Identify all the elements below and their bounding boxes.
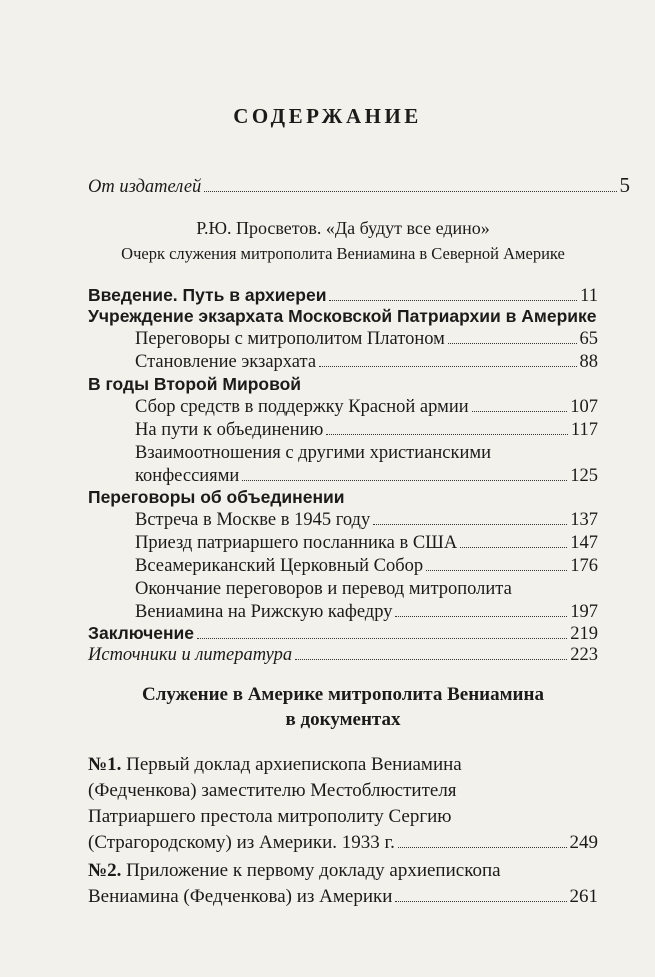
toc-entry-label: Введение. Путь в архиереи bbox=[88, 285, 327, 305]
toc-entry-label: Вениамина (Федченкова) из Америки bbox=[88, 886, 393, 907]
toc-entry-label: Переговоры об объединении bbox=[88, 487, 345, 507]
toc-page-number: 117 bbox=[570, 420, 598, 440]
dot-leader bbox=[295, 659, 567, 660]
toc-entry-label: Приезд патриаршего посланника в США bbox=[135, 533, 458, 553]
section-heading-line: Служение в Америке митрополита Вениамина bbox=[142, 684, 544, 705]
toc-entry-label: Источники и литература bbox=[88, 645, 293, 665]
dot-leader bbox=[472, 411, 568, 412]
dot-leader bbox=[395, 616, 567, 617]
toc-entry-ww2[interactable] bbox=[88, 374, 598, 395]
section-heading-line: в документах bbox=[285, 709, 401, 730]
dot-leader bbox=[242, 480, 567, 481]
dot-leader bbox=[448, 343, 577, 344]
toc-entry-platon[interactable] bbox=[135, 329, 598, 350]
toc-page-number: 88 bbox=[579, 352, 598, 372]
toc-page-number: 11 bbox=[580, 286, 598, 306]
toc-entry-label: конфессиями bbox=[135, 466, 240, 486]
toc-entry-label: От издателей bbox=[88, 177, 202, 197]
toc-entry-label: Становление экзархата bbox=[135, 352, 317, 372]
toc-page-number: 223 bbox=[570, 645, 598, 665]
toc-entry-label: Учреждение экзархата Московской Патриархии в Америке bbox=[88, 306, 597, 326]
doc-line bbox=[88, 752, 462, 778]
doc-text: Первый доклад архиепископа Вениамина bbox=[121, 754, 462, 775]
doc-line bbox=[88, 858, 501, 884]
toc-entry-unification-path[interactable] bbox=[135, 420, 598, 441]
toc-page-number: 219 bbox=[570, 624, 598, 644]
toc-page-number: 65 bbox=[579, 329, 598, 349]
toc-page-number: 107 bbox=[570, 397, 598, 417]
toc-entry-formation[interactable] bbox=[135, 352, 598, 373]
toc-entry-exarchate[interactable] bbox=[88, 306, 598, 327]
toc-entry-doc1[interactable] bbox=[88, 752, 598, 856]
toc-entry-label: На пути к объединению bbox=[135, 420, 324, 440]
section-heading-documents bbox=[88, 682, 598, 732]
dot-leader bbox=[426, 570, 567, 571]
toc-entry-label: Переговоры с митрополитом Платоном bbox=[135, 329, 445, 349]
toc-entry-from-publishers[interactable] bbox=[88, 173, 630, 198]
toc-page-number: 125 bbox=[570, 466, 598, 486]
dot-leader bbox=[197, 638, 567, 639]
toc-entry-sources[interactable] bbox=[88, 645, 598, 666]
doc-text: Приложение к первому докладу архиепископа bbox=[121, 860, 501, 881]
toc-entry-label: Сбор средств в поддержку Красной армии bbox=[135, 397, 469, 417]
section-heading: Р.Ю. Просветов. «Да будут все едино» bbox=[196, 218, 490, 238]
toc-entry-end-line1[interactable] bbox=[135, 579, 598, 600]
toc-entry-sobor[interactable] bbox=[135, 556, 598, 577]
toc-entry-intro[interactable] bbox=[88, 285, 598, 307]
doc-number: №1. bbox=[88, 754, 122, 775]
toc-page-number: 147 bbox=[570, 533, 598, 553]
dot-leader bbox=[204, 191, 616, 192]
doc-line: (Федченкова) заместителю Местоблюстителя bbox=[88, 780, 457, 801]
toc-entry-label: Встреча в Москве в 1945 году bbox=[135, 510, 371, 530]
toc-entry-doc2[interactable] bbox=[88, 858, 598, 910]
toc-entry-moscow-meeting[interactable] bbox=[135, 510, 598, 531]
toc-page-number: 261 bbox=[569, 886, 598, 907]
dot-leader bbox=[319, 366, 576, 367]
doc-line-last bbox=[88, 830, 598, 856]
toc-entry-label: Взаимоотношения с другими христианскими bbox=[135, 443, 491, 463]
toc-entry-negotiations[interactable] bbox=[88, 487, 598, 508]
dot-leader bbox=[395, 901, 566, 902]
toc-entry-label: (Страгородскому) из Америки. 1933 г. bbox=[88, 832, 395, 853]
doc-number: №2. bbox=[88, 860, 122, 881]
toc-entry-red-army[interactable] bbox=[135, 397, 598, 418]
toc-page-number: 249 bbox=[569, 832, 598, 853]
toc-page-number: 197 bbox=[570, 602, 598, 622]
doc-line-last bbox=[88, 884, 598, 910]
toc-entry-conclusion[interactable] bbox=[88, 623, 598, 645]
page-title: СОДЕРЖАНИЕ bbox=[233, 104, 422, 128]
doc-line: Патриаршего престола митрополиту Сергию bbox=[88, 806, 452, 827]
section-subheading: Очерк служения митрополита Вениамина в Северной Америке bbox=[121, 244, 565, 263]
toc-page-number: 137 bbox=[570, 510, 598, 530]
toc-entry-relations-line1[interactable] bbox=[135, 443, 598, 464]
toc-entry-relations-line2[interactable] bbox=[135, 466, 598, 487]
dot-leader bbox=[460, 547, 567, 548]
toc-page-number: 5 bbox=[619, 173, 630, 197]
toc-entry-label: Вениамина на Рижскую кафедру bbox=[135, 602, 393, 622]
dot-leader bbox=[326, 434, 568, 435]
toc-entry-label: В годы Второй Мировой bbox=[88, 374, 302, 394]
toc-entry-label: Заключение bbox=[88, 623, 195, 643]
dot-leader bbox=[329, 300, 577, 301]
toc-entry-label: Окончание переговоров и перевод митрополита bbox=[135, 579, 512, 599]
toc-page-number: 176 bbox=[570, 556, 598, 576]
toc-entry-end-line2[interactable] bbox=[135, 602, 598, 623]
dot-leader bbox=[373, 524, 567, 525]
toc-entry-label: Всеамериканский Церковный Собор bbox=[135, 556, 424, 576]
toc-entry-envoy[interactable] bbox=[135, 533, 598, 554]
dot-leader bbox=[398, 847, 567, 848]
